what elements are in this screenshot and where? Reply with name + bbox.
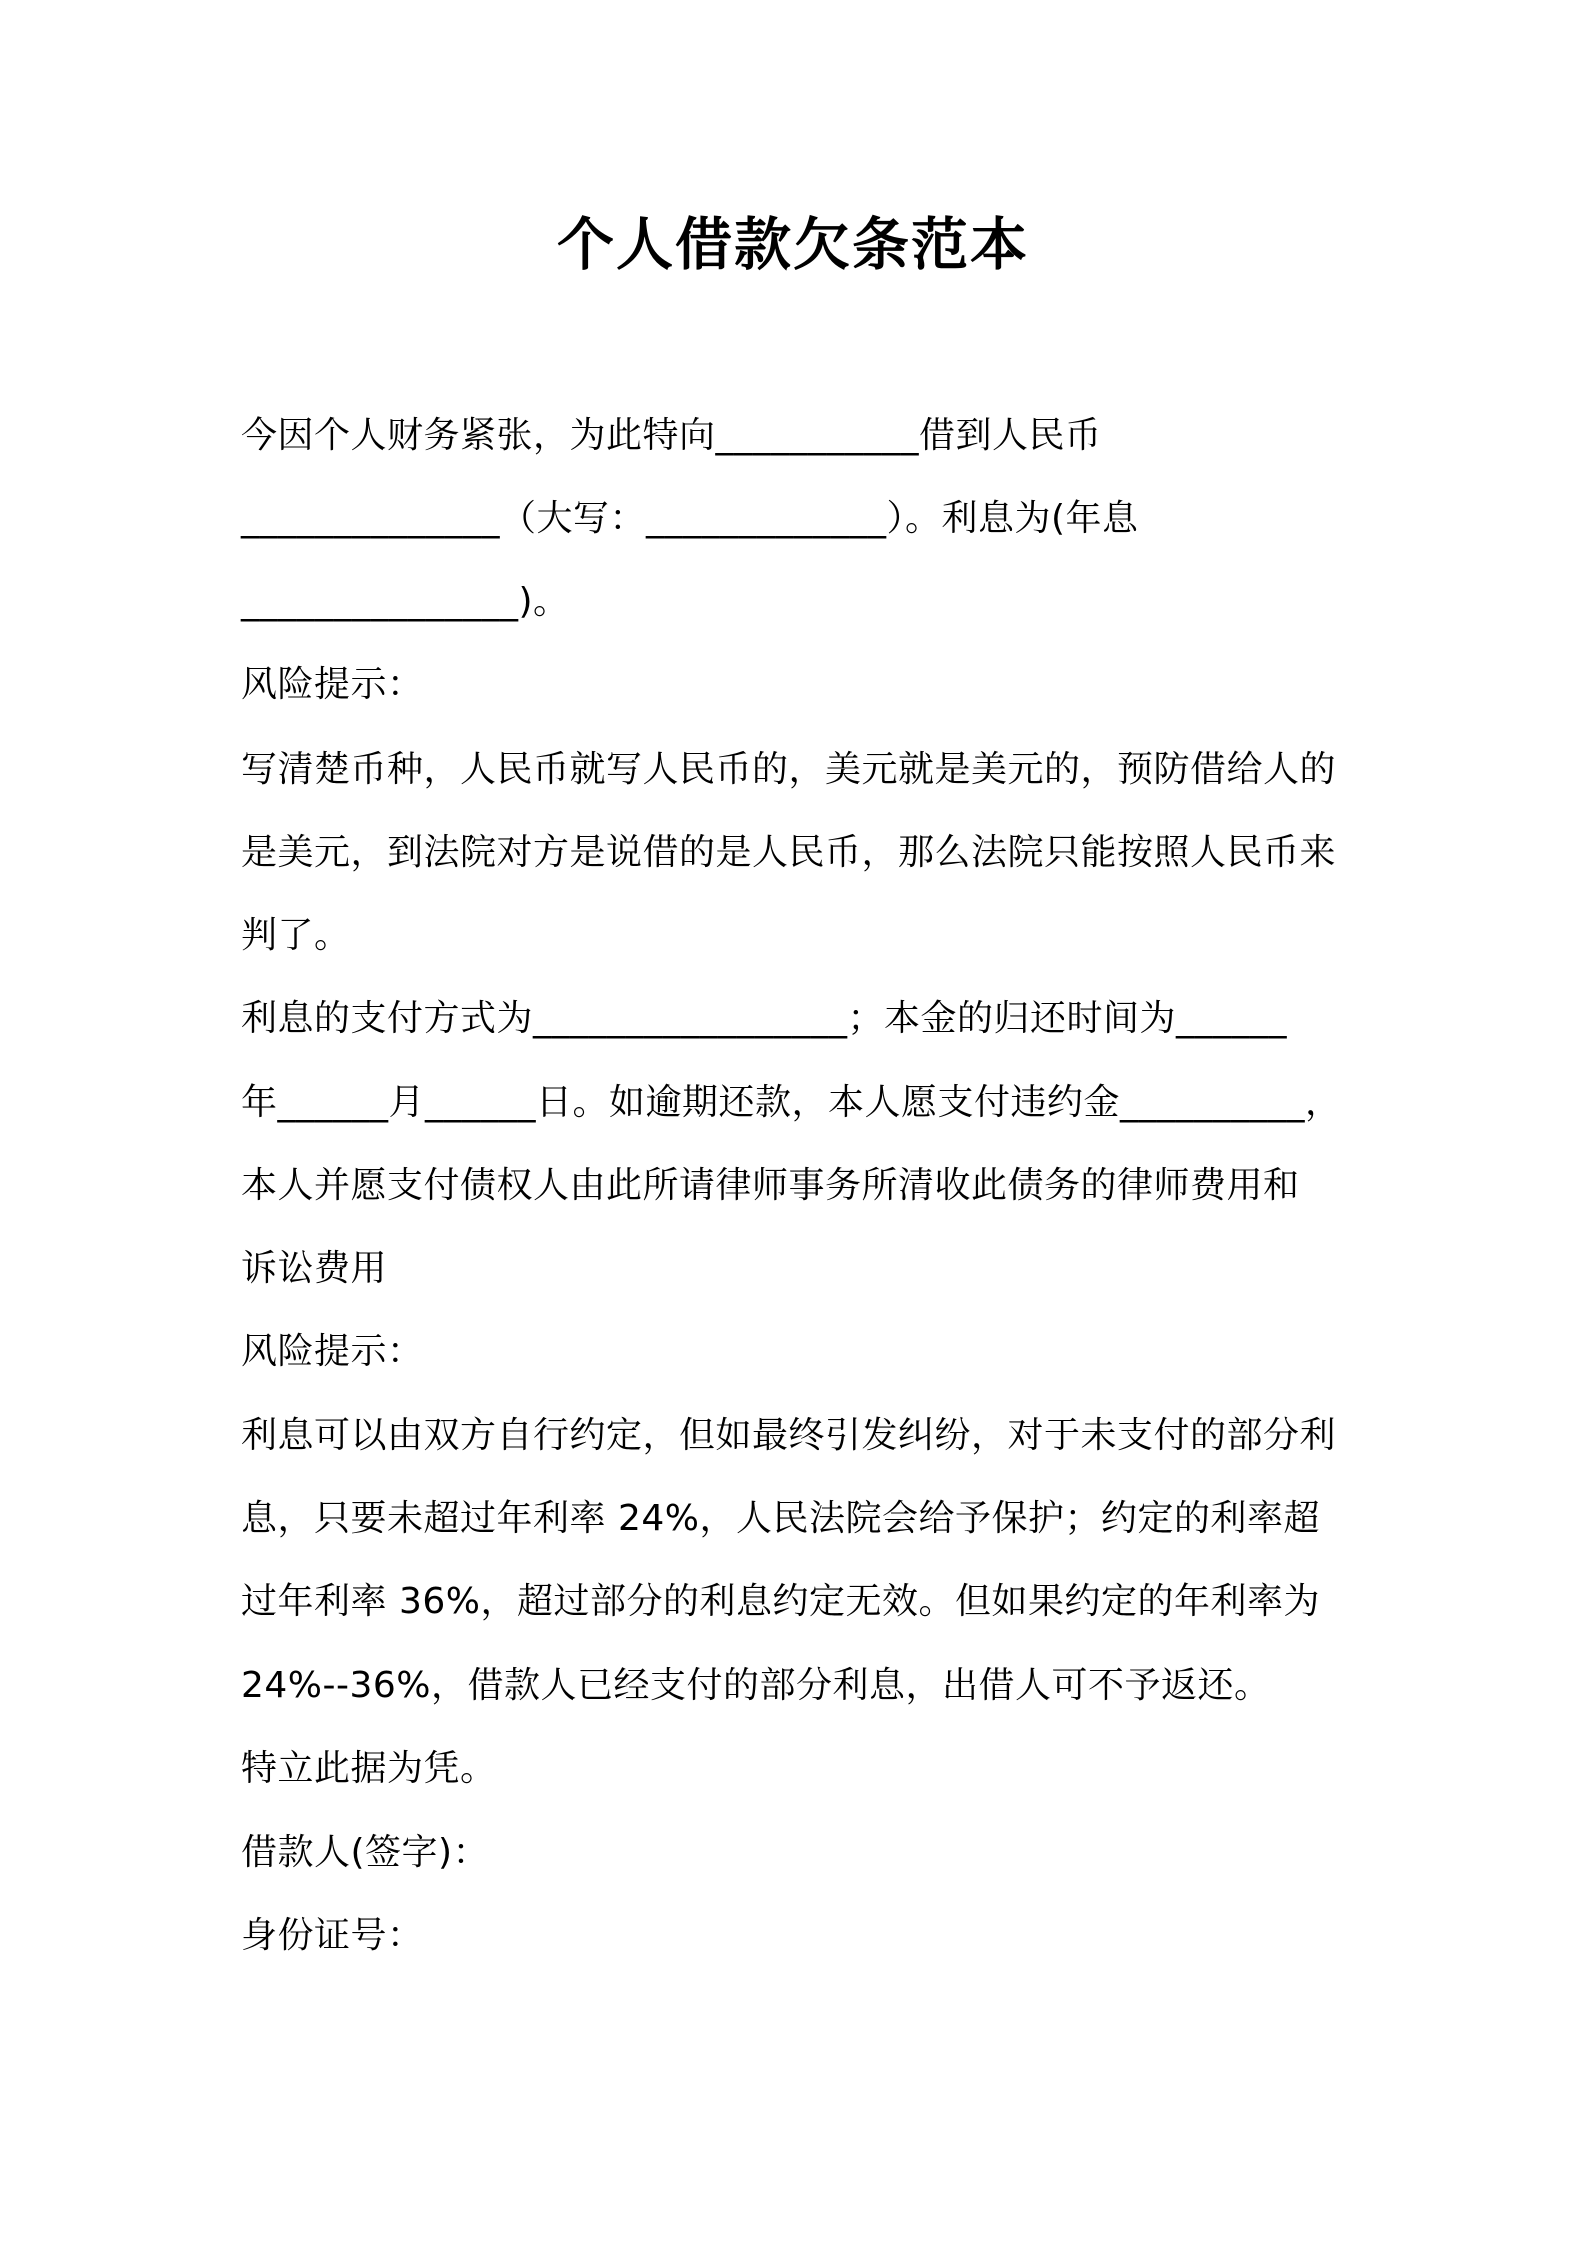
- text-line-litigation: 诉讼费用: [241, 1248, 388, 1289]
- text-line-interest: _______________)。: [241, 581, 570, 622]
- text-line-rate-4: 24%--36%，借款人已经支付的部分利息，出借人可不予返还。: [241, 1665, 1271, 1706]
- text-line-rate-3: 过年利率 36%，超过部分的利息约定无效。但如果约定的年利率为: [241, 1581, 1320, 1622]
- document-title: 个人借款欠条范本: [557, 212, 1029, 278]
- text-line-intro: 今因个人财务紧张，为此特向___________借到人民币: [241, 415, 1102, 456]
- text-line-proof: 特立此据为凭。: [241, 1748, 497, 1789]
- risk-heading: 风险提示：: [241, 1331, 424, 1372]
- risk-heading: 风险提示：: [241, 664, 424, 705]
- text-line-rate-1: 利息可以由双方自行约定，但如最终引发纠纷，对于未支付的部分利: [241, 1415, 1337, 1456]
- text-line-risk-2: 是美元，到法院对方是说借的是人民币，那么法院只能按照人民币来: [241, 832, 1337, 873]
- text-line-risk-1: 写清楚币种，人民币就写人民币的，美元就是美元的，预防借给人的: [241, 749, 1337, 790]
- borrower-signature-label: 借款人(签字)：: [241, 1832, 490, 1873]
- text-line-fees: 本人并愿支付债权人由此所请律师事务所清收此债务的律师费用和: [241, 1165, 1300, 1206]
- text-line-payment: 利息的支付方式为_________________；本金的归还时间为______: [241, 998, 1288, 1039]
- text-line-due-date: 年______月______日。如逾期还款，本人愿支付违约金__________，: [241, 1082, 1342, 1123]
- text-line-amount: ______________（大写：_____________）。利息为(年息: [241, 498, 1139, 539]
- text-line-risk-3: 判了。: [241, 915, 351, 956]
- id-number-label: 身份证号：: [241, 1915, 424, 1956]
- text-line-rate-2: 息，只要未超过年利率 24%，人民法院会给予保护；约定的利率超: [241, 1498, 1320, 1539]
